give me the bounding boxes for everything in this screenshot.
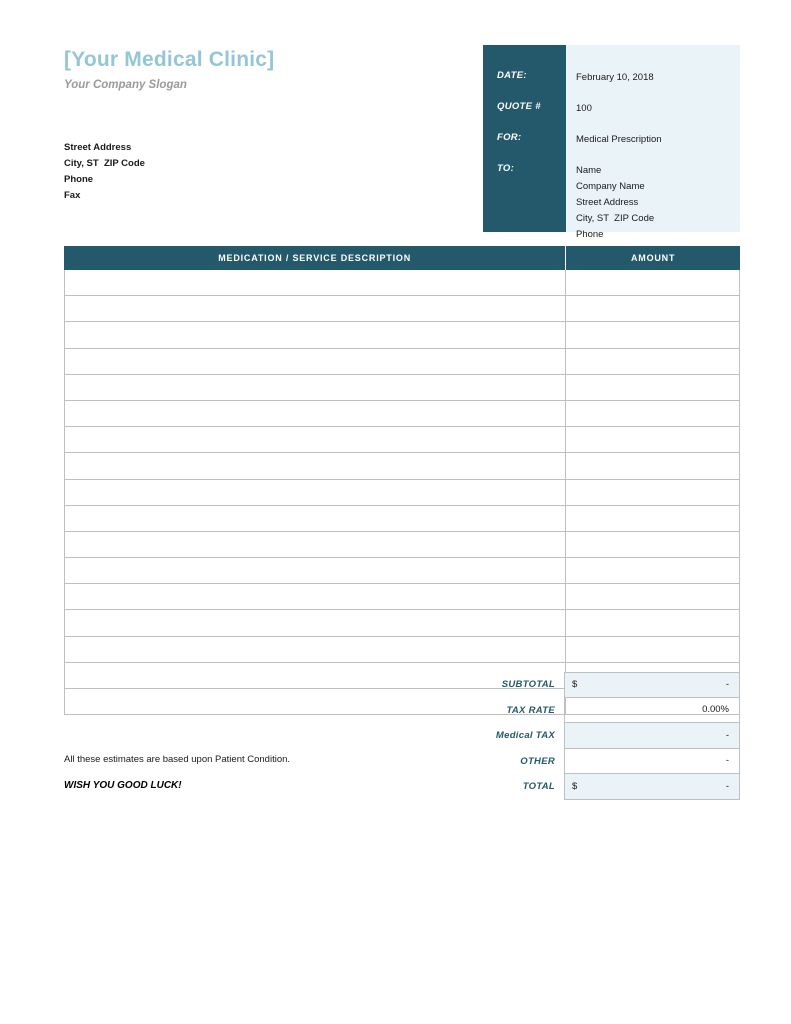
cell-description[interactable]: [65, 453, 566, 478]
amount-medical-tax: -: [725, 729, 729, 741]
to-line-street: Street Address: [576, 197, 639, 208]
meta-label-to: TO:: [497, 163, 515, 174]
totals-row-total: [436, 774, 740, 800]
to-line-phone: Phone: [576, 229, 604, 240]
meta-value-quote-number: 100: [576, 103, 592, 114]
clinic-slogan: Your Company Slogan: [64, 79, 187, 91]
line-items-table: [64, 246, 740, 715]
table-row[interactable]: [65, 479, 739, 505]
meta-row-for: [483, 132, 740, 164]
table-row[interactable]: [65, 636, 739, 662]
totals-label-medical-tax: Medical TAX: [495, 730, 555, 742]
cell-description[interactable]: [65, 270, 566, 295]
table-row[interactable]: [65, 557, 739, 583]
table-row[interactable]: [65, 270, 739, 295]
table-row[interactable]: [65, 452, 739, 478]
cell-amount[interactable]: [566, 322, 739, 347]
footer-notes: [64, 752, 424, 791]
table-row[interactable]: [65, 321, 739, 347]
cell-amount[interactable]: [566, 375, 739, 400]
totals-value-total[interactable]: [564, 774, 740, 800]
cell-description[interactable]: [65, 610, 566, 635]
currency-symbol-subtotal: $: [572, 679, 578, 691]
cell-amount[interactable]: [566, 296, 739, 321]
cell-description[interactable]: [65, 506, 566, 531]
table-header-row: [64, 246, 740, 270]
cell-amount[interactable]: [566, 401, 739, 426]
cell-amount[interactable]: [566, 480, 739, 505]
cell-amount[interactable]: [566, 270, 739, 295]
totals-section: [436, 672, 740, 800]
address-street: Street Address: [64, 142, 132, 153]
cell-amount[interactable]: [566, 427, 739, 452]
cell-description[interactable]: [65, 637, 566, 662]
meta-row-quote-number: [483, 101, 740, 133]
meta-value-date: February 10, 2018: [576, 72, 654, 83]
to-line-city: City, ST ZIP Code: [576, 213, 655, 224]
amount-total: -: [725, 780, 729, 792]
meta-value-to: [576, 163, 654, 243]
cell-description[interactable]: [65, 401, 566, 426]
table-row[interactable]: [65, 400, 739, 426]
meta-row-date: [483, 70, 740, 102]
cell-description[interactable]: [65, 296, 566, 321]
address-fax: Fax: [64, 190, 81, 201]
address-city: City, ST ZIP Code: [64, 158, 145, 169]
totals-label-other: OTHER: [520, 755, 555, 767]
cell-amount[interactable]: [566, 610, 739, 635]
table-row[interactable]: [65, 348, 739, 374]
meta-label-quote-number: QUOTE #: [497, 101, 541, 112]
totals-label-total: TOTAL: [522, 781, 555, 793]
wish-note: WISH YOU GOOD LUCK!: [64, 780, 182, 791]
cell-description[interactable]: [65, 375, 566, 400]
totals-value-medical-tax[interactable]: [564, 723, 740, 749]
address-phone: Phone: [64, 174, 94, 185]
totals-value-other[interactable]: [564, 749, 740, 775]
cell-amount[interactable]: [566, 558, 739, 583]
amount-other: -: [725, 755, 729, 767]
cell-amount[interactable]: [566, 506, 739, 531]
to-line-name: Name: [576, 165, 602, 176]
table-row[interactable]: [65, 295, 739, 321]
table-row[interactable]: [65, 374, 739, 400]
clinic-name: [Your Medical Clinic]: [64, 48, 275, 71]
cell-amount[interactable]: [566, 453, 739, 478]
table-row[interactable]: [65, 531, 739, 557]
totals-row-subtotal: [436, 672, 740, 698]
table-row[interactable]: [65, 426, 739, 452]
estimate-note: All these estimates are based upon Patient Condition.: [64, 754, 291, 765]
column-header-description: MEDICATION / SERVICE DESCRIPTION: [64, 246, 566, 270]
cell-amount[interactable]: [566, 532, 739, 557]
totals-row-other: [436, 749, 740, 775]
totals-label-subtotal: SUBTOTAL: [501, 679, 555, 691]
totals-value-tax-rate[interactable]: [564, 698, 740, 724]
meta-label-for: FOR:: [497, 132, 522, 143]
cell-amount[interactable]: [566, 349, 739, 374]
totals-row-tax-rate: [436, 698, 740, 724]
totals-row-medical-tax: [436, 723, 740, 749]
currency-symbol-total: $: [572, 780, 578, 792]
cell-description[interactable]: [65, 532, 566, 557]
cell-description[interactable]: [65, 558, 566, 583]
cell-description[interactable]: [65, 349, 566, 374]
amount-subtotal: -: [725, 679, 729, 691]
sender-address-block: [64, 140, 145, 204]
meta-label-date: DATE:: [497, 70, 527, 81]
table-row[interactable]: [65, 609, 739, 635]
to-line-company: Company Name: [576, 181, 645, 192]
cell-description[interactable]: [65, 480, 566, 505]
totals-label-tax-rate: TAX RATE: [506, 704, 555, 716]
cell-amount[interactable]: [566, 584, 739, 609]
table-row[interactable]: [65, 505, 739, 531]
cell-description[interactable]: [65, 584, 566, 609]
table-row[interactable]: [65, 583, 739, 609]
column-header-amount: AMOUNT: [630, 253, 676, 263]
cell-description[interactable]: [65, 322, 566, 347]
totals-value-subtotal[interactable]: [564, 672, 740, 698]
amount-tax-rate: 0.00%: [702, 704, 729, 716]
meta-row-to: [483, 163, 740, 240]
cell-description[interactable]: [65, 427, 566, 452]
meta-value-for: Medical Prescription: [576, 134, 662, 145]
cell-amount[interactable]: [566, 637, 739, 662]
table-body: [64, 270, 740, 715]
quote-meta-box: [483, 45, 740, 240]
